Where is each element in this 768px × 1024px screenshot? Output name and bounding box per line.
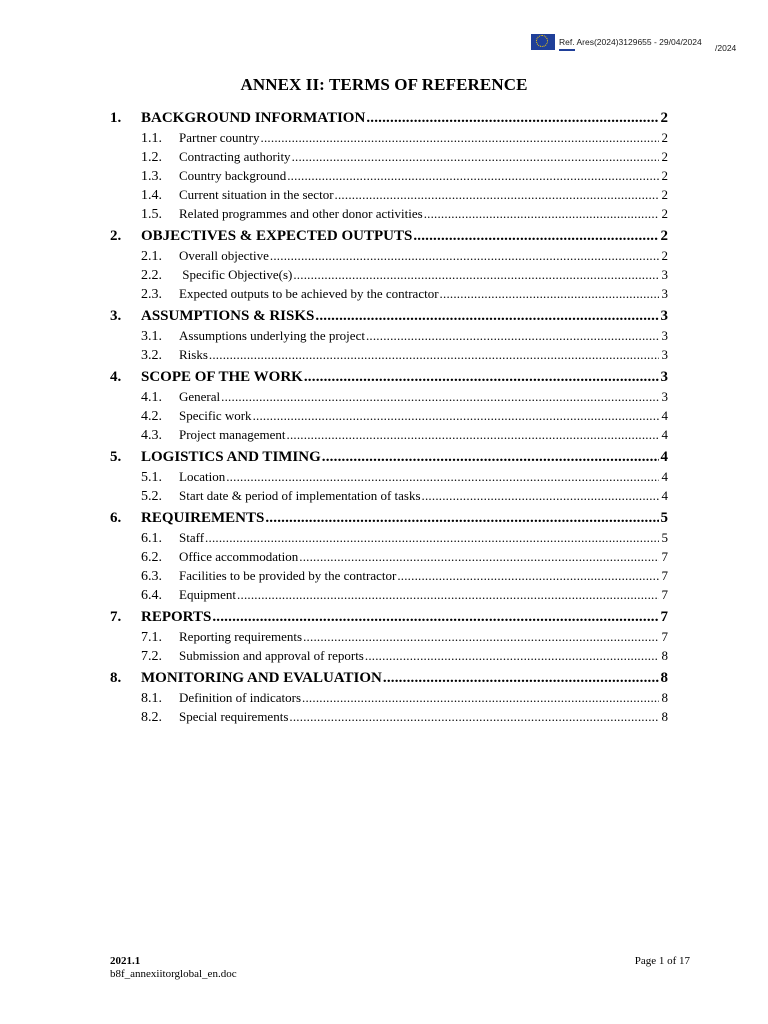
toc-dot-leader — [424, 206, 659, 222]
toc-subsection-number: 1.1. — [141, 131, 162, 146]
toc-subsection-entry[interactable] — [110, 690, 668, 709]
toc-page-number: 2 — [661, 149, 668, 164]
toc-section-entry[interactable] — [110, 369, 668, 389]
toc-dot-leader — [293, 267, 659, 283]
toc-dot-leader — [303, 629, 659, 645]
reference-number: Ref. Ares(2024)3129655 - 29/04/2024 — [559, 37, 702, 47]
toc-section-entry[interactable] — [110, 110, 668, 130]
toc-page-number: 4 — [661, 427, 668, 442]
toc-page-number: 8 — [660, 670, 668, 686]
toc-page-number: 7 — [661, 587, 668, 602]
toc-subsection-number: 8.2. — [141, 710, 162, 725]
toc-subsection-number: 5.1. — [141, 470, 162, 485]
toc-subsection-title: Equipment — [179, 587, 237, 602]
toc-section-title: BACKGROUND INFORMATION — [141, 110, 366, 126]
toc-subsection-number: 3.1. — [141, 329, 162, 344]
toc-subsection-title: Start date & period of implementation of tasks — [179, 488, 421, 503]
toc-subsection-entry[interactable] — [110, 549, 668, 568]
toc-dot-leader — [287, 427, 660, 443]
toc-subsection-number: 4.1. — [141, 390, 162, 405]
toc-dot-leader — [335, 187, 659, 203]
toc-dot-leader — [302, 690, 659, 706]
toc-subsection-entry[interactable] — [110, 709, 668, 728]
toc-page-number: 2 — [660, 228, 668, 244]
toc-dot-leader — [440, 286, 659, 302]
toc-page-number: 3 — [661, 389, 668, 404]
toc-subsection-title: Location — [179, 469, 226, 484]
toc-subsection-title: Definition of indicators — [179, 690, 302, 705]
toc-section-number: 1. — [110, 110, 122, 126]
toc-subsection-title: Facilities to be provided by the contractor — [179, 568, 397, 583]
document-title: ANNEX II: TERMS OF REFERENCE — [240, 75, 528, 94]
toc-subsection-number: 7.1. — [141, 630, 162, 645]
toc-dot-leader — [397, 568, 659, 584]
toc-dot-leader — [366, 328, 659, 344]
toc-dot-leader — [299, 549, 659, 565]
toc-page-number: 3 — [661, 328, 668, 343]
toc-dot-leader — [304, 369, 659, 386]
toc-section-title: LOGISTICS AND TIMING — [141, 449, 321, 465]
toc-section-number: 7. — [110, 609, 122, 625]
toc-page-number: 4 — [661, 469, 668, 484]
toc-subsection-entry[interactable] — [110, 328, 668, 347]
toc-subsection-entry[interactable] — [110, 389, 668, 408]
toc-subsection-entry[interactable] — [110, 286, 668, 305]
toc-subsection-number: 1.3. — [141, 169, 162, 184]
toc-subsection-title: Current situation in the sector — [179, 187, 334, 202]
toc-subsection-entry[interactable] — [110, 587, 668, 606]
toc-subsection-title: Country background — [179, 168, 287, 183]
page-number: Page 1 of 17 — [634, 955, 690, 967]
toc-page-number: 2 — [661, 206, 668, 221]
toc-subsection-entry[interactable] — [110, 187, 668, 206]
toc-section-number: 3. — [110, 308, 122, 324]
toc-page-number: 2 — [660, 110, 668, 126]
version-number: 2021.1 — [110, 955, 141, 967]
footer-left — [110, 955, 237, 980]
toc-page-number: 4 — [660, 449, 668, 465]
toc-section-number: 2. — [110, 228, 122, 244]
toc-subsection-title: Staff — [179, 530, 205, 545]
toc-subsection-title: Reporting requirements — [179, 629, 303, 644]
toc-section-entry[interactable] — [110, 308, 668, 328]
toc-subsection-entry[interactable] — [110, 267, 668, 286]
toc-subsection-title: Office accommodation — [179, 549, 299, 564]
toc-page-number: 8 — [661, 690, 668, 705]
toc-dot-leader — [226, 469, 659, 485]
toc-subsection-number: 6.2. — [141, 550, 162, 565]
toc-page-number: 7 — [661, 568, 668, 583]
toc-dot-leader — [209, 347, 659, 363]
toc-subsection-number: 1.2. — [141, 150, 162, 165]
toc-dot-leader — [265, 510, 659, 527]
toc-subsection-number: 4.3. — [141, 428, 162, 443]
toc-page-number: 4 — [661, 408, 668, 423]
toc-page-number: 8 — [661, 709, 668, 724]
file-name: b8f_annexiitorglobal_en.doc — [110, 968, 237, 980]
toc-page-number: 3 — [661, 267, 668, 282]
toc-subsection-entry[interactable] — [110, 469, 668, 488]
toc-subsection-entry[interactable] — [110, 648, 668, 667]
toc-dot-leader — [366, 110, 659, 127]
toc-dot-leader — [422, 488, 659, 504]
toc-subsection-number: 4.2. — [141, 409, 162, 424]
toc-dot-leader — [287, 168, 659, 184]
toc-subsection-number: 2.3. — [141, 287, 162, 302]
toc-subsection-number: 7.2. — [141, 649, 162, 664]
toc-section-title: REQUIREMENTS — [141, 510, 265, 526]
toc-section-number: 6. — [110, 510, 122, 526]
toc-section-title: SCOPE OF THE WORK — [141, 369, 303, 385]
toc-dot-leader — [322, 449, 659, 466]
toc-dot-leader — [365, 648, 659, 664]
toc-subsection-title: Overall objective — [179, 248, 269, 263]
toc-subsection-number: 1.4. — [141, 188, 162, 203]
toc-section-title: MONITORING AND EVALUATION — [141, 670, 382, 686]
toc-page-number: 5 — [661, 530, 668, 545]
toc-dot-leader — [289, 709, 659, 725]
toc-page-number: 2 — [661, 187, 668, 202]
reference-year-fragment: /2024 — [715, 43, 737, 53]
toc-subsection-number: 6.4. — [141, 588, 162, 603]
toc-subsection-title: Submission and approval of reports — [179, 648, 364, 663]
toc-section-title: REPORTS — [141, 609, 212, 625]
toc-subsection-title: Project management — [179, 427, 286, 442]
toc-subsection-entry[interactable] — [110, 347, 668, 366]
toc-section-title: ASSUMPTIONS & RISKS — [141, 308, 315, 324]
toc-dot-leader — [292, 149, 659, 165]
toc-page-number: 3 — [661, 347, 668, 362]
toc-page-number: 3 — [661, 286, 668, 301]
toc-subsection-entry[interactable] — [110, 530, 668, 549]
toc-subsection-title: General — [179, 389, 221, 404]
toc-subsection-title: Related programmes and other donor activities — [179, 206, 423, 221]
toc-section-number: 4. — [110, 369, 122, 385]
toc-section-entry[interactable] — [110, 670, 668, 690]
toc-subsection-number: 6.1. — [141, 531, 162, 546]
toc-subsection-entry[interactable] — [110, 130, 668, 149]
toc-dot-leader — [205, 530, 659, 546]
toc-dot-leader — [383, 670, 659, 687]
toc-subsection-entry[interactable] — [110, 629, 668, 648]
toc-dot-leader — [221, 389, 659, 405]
toc-subsection-title: Risks — [179, 347, 208, 362]
toc-dot-leader — [270, 248, 659, 264]
toc-subsection-title: Assumptions underlying the project — [179, 328, 365, 343]
toc-page-number: 2 — [661, 168, 668, 183]
toc-page-number: 3 — [660, 308, 668, 324]
stamp-underline — [559, 49, 575, 51]
toc-section-number: 8. — [110, 670, 122, 686]
toc-subsection-entry[interactable] — [110, 488, 668, 507]
toc-subsection-number: 6.3. — [141, 569, 162, 584]
toc-subsection-entry[interactable] — [110, 248, 668, 267]
toc-section-entry[interactable] — [110, 228, 668, 248]
toc-dot-leader — [212, 609, 659, 626]
toc-subsection-entry[interactable] — [110, 427, 668, 446]
toc-subsection-title: Special requirements — [179, 709, 289, 724]
toc-subsection-title: Specific Objective(s) — [179, 267, 293, 282]
toc-page-number: 7 — [661, 549, 668, 564]
eu-flag-icon — [531, 34, 555, 50]
toc-subsection-title: Partner country — [179, 130, 260, 145]
table-of-contents — [110, 110, 668, 728]
toc-dot-leader — [253, 408, 659, 424]
toc-section-title: OBJECTIVES & EXPECTED OUTPUTS — [141, 228, 413, 244]
toc-dot-leader — [315, 308, 659, 325]
toc-subsection-title: Contracting authority — [179, 149, 291, 164]
toc-page-number: 4 — [661, 488, 668, 503]
toc-subsection-number: 3.2. — [141, 348, 162, 363]
toc-dot-leader — [413, 228, 659, 245]
toc-subsection-number: 5.2. — [141, 489, 162, 504]
toc-subsection-entry[interactable] — [110, 568, 668, 587]
toc-page-number: 2 — [661, 248, 668, 263]
toc-subsection-entry[interactable] — [110, 149, 668, 168]
toc-section-entry[interactable] — [110, 510, 668, 530]
toc-page-number: 7 — [660, 609, 668, 625]
toc-page-number: 8 — [661, 648, 668, 663]
toc-subsection-entry[interactable] — [110, 408, 668, 427]
toc-subsection-entry[interactable] — [110, 206, 668, 225]
toc-subsection-number: 8.1. — [141, 691, 162, 706]
toc-section-entry[interactable] — [110, 449, 668, 469]
toc-subsection-number: 1.5. — [141, 207, 162, 222]
toc-dot-leader — [261, 130, 659, 146]
toc-subsection-entry[interactable] — [110, 168, 668, 187]
toc-subsection-title: Specific work — [179, 408, 252, 423]
toc-page-number: 7 — [661, 629, 668, 644]
toc-section-number: 5. — [110, 449, 122, 465]
toc-section-entry[interactable] — [110, 609, 668, 629]
toc-subsection-title: Expected outputs to be achieved by the contractor — [179, 286, 439, 301]
toc-page-number: 3 — [660, 369, 668, 385]
toc-subsection-number: 2.1. — [141, 249, 162, 264]
toc-page-number: 5 — [660, 510, 668, 526]
toc-subsection-number: 2.2. — [141, 268, 162, 283]
toc-page-number: 2 — [661, 130, 668, 145]
toc-dot-leader — [237, 587, 659, 603]
